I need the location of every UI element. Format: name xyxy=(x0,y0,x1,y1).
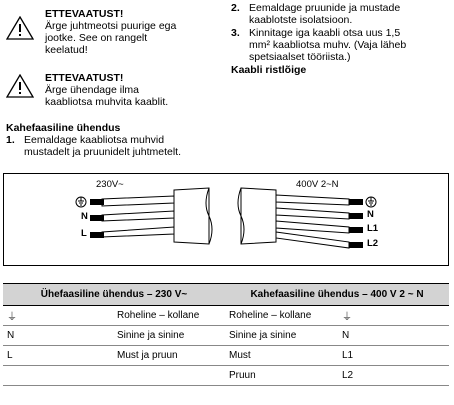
table-cell: ⏚ xyxy=(338,306,449,326)
voltage-label-230: 230V~ xyxy=(96,179,124,190)
step-text-line: Eemaldage pruunide ja mustade xyxy=(249,2,401,14)
table-cell: Sinine ja sinine xyxy=(113,326,225,346)
wire-label-l: L xyxy=(81,228,87,239)
step-text-line: spetsiaalset tööriista.) xyxy=(249,51,351,63)
warning-triangle-icon xyxy=(6,16,34,40)
table-row xyxy=(3,326,449,346)
warning-block-2 xyxy=(4,68,214,110)
table-cell xyxy=(113,366,225,386)
table-cell: Must ja pruun xyxy=(113,346,225,366)
table-row xyxy=(3,346,449,366)
warning-text-line: jootke. See on rangelt xyxy=(45,32,148,44)
warning-title: ETTEVAATUST! xyxy=(45,72,124,84)
warning-block-1 xyxy=(4,4,214,54)
table-cell: L2 xyxy=(338,366,449,386)
step-text-line: kaablotste isolatsioon. xyxy=(249,14,353,26)
table-cell: ⏚ xyxy=(3,306,113,326)
step-number: 3. xyxy=(231,27,240,39)
table-cell xyxy=(3,366,113,386)
table-cell: Roheline – kollane xyxy=(225,306,338,326)
wire-label-l1: L1 xyxy=(367,223,379,234)
ground-icon xyxy=(366,197,376,207)
section-heading: Kahefaasiline ühendus xyxy=(6,122,121,134)
table-cell: L1 xyxy=(338,346,449,366)
table-cell: L xyxy=(3,346,113,366)
warning-text-line: Ärge juhtmeotsi puurige ega xyxy=(45,20,177,32)
step-text-line: Eemaldage kaabliotsa muhvid xyxy=(24,134,165,146)
step-text-line: mustadelt ja pruunidelt juhtmetelt. xyxy=(24,146,182,158)
step-text-line: mm² kaabliotsa muhv. (Vaja läheb xyxy=(249,39,407,51)
connection-table xyxy=(3,283,449,386)
voltage-label-400: 400V 2~N xyxy=(296,179,339,190)
table-row xyxy=(3,306,449,326)
table-cell: N xyxy=(3,326,113,346)
table-cell: Must xyxy=(225,346,338,366)
table-cell: Sinine ja sinine xyxy=(225,326,338,346)
table-cell: Pruun xyxy=(225,366,338,386)
table-cell: N xyxy=(338,326,449,346)
cable-cross-section-label: Kaabli ristlõige xyxy=(231,64,307,76)
table-row xyxy=(3,366,449,386)
warning-triangle-icon xyxy=(6,74,34,98)
step-text-line: Kinnitage iga kaabli otsa uus 1,5 xyxy=(249,27,401,39)
step-number: 2. xyxy=(231,2,240,14)
table-header-row xyxy=(3,284,449,306)
wire-label-n: N xyxy=(367,209,374,220)
warning-text-line: kaabliotsa muhvita kaablit. xyxy=(45,96,169,108)
wiring-diagram xyxy=(3,173,449,266)
header-single-phase: Ühefaasiline ühendus – 230 V~ xyxy=(3,284,225,306)
header-two-phase: Kahefaasiline ühendus – 400 V 2 ~ N xyxy=(225,284,449,306)
step-number: 1. xyxy=(6,134,15,146)
wiring-diagram-drawing xyxy=(4,174,448,265)
wire-label-n: N xyxy=(81,211,88,222)
warning-text-line: keelatud! xyxy=(45,44,88,56)
warning-title: ETTEVAATUST! xyxy=(45,8,124,20)
wire-label-l2: L2 xyxy=(367,238,379,249)
warning-text-line: Ärge ühendage ilma xyxy=(45,84,139,96)
ground-icon xyxy=(76,197,86,207)
table-cell: Roheline – kollane xyxy=(113,306,225,326)
